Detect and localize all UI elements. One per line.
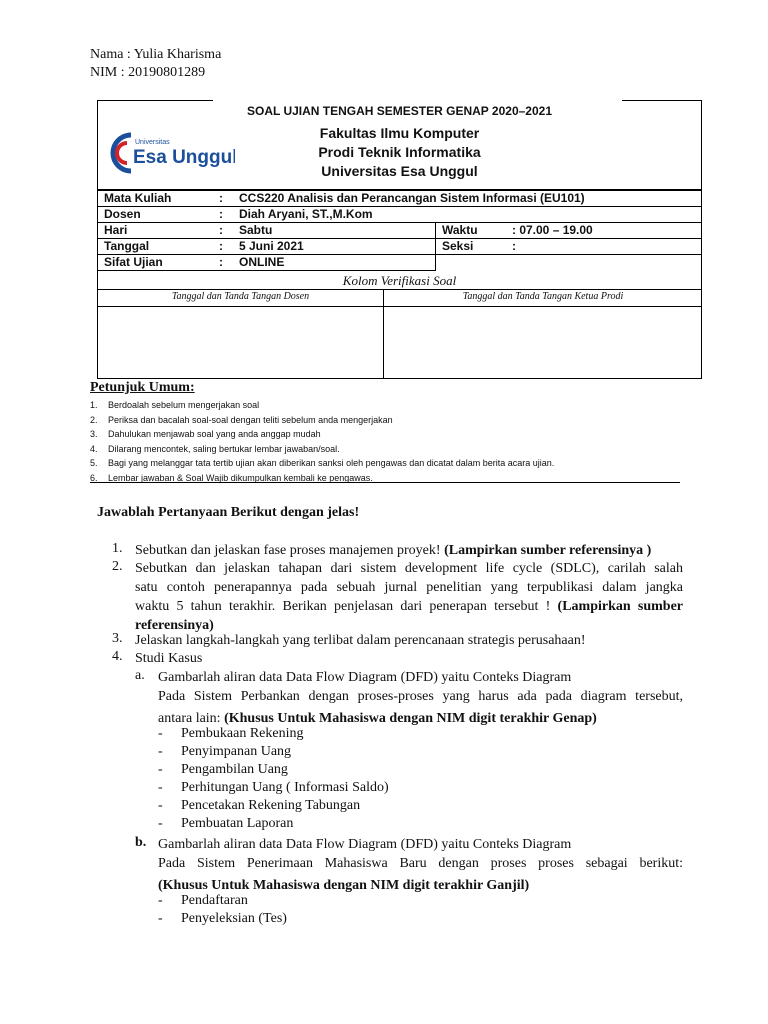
program-name: Prodi Teknik Informatika [318, 144, 481, 160]
list-item: Pendaftaran [181, 893, 248, 908]
exam-info-table [97, 190, 702, 271]
waktu-value: : 07.00 – 19.00 [506, 223, 702, 239]
row-sifat-ujian: Sifat Ujian : ONLINE [98, 255, 702, 271]
list-item: 4. Dilarang mencontek, saling bertukar lembar jawaban/soal. [90, 443, 340, 454]
list-item: 6. Lembar jawaban & Soal Wajib dikumpulkan kembali ke pengawas. [90, 472, 373, 483]
question-4: Studi Kasus [135, 651, 203, 666]
question-1: Sebutkan dan jelaskan fase proses manajemen proyek! (Lampirkan sumber referensinya ) [135, 543, 652, 558]
list-item: Penyimpanan Uang [181, 744, 292, 759]
tanggal-value: 5 Juni 2021 [233, 239, 436, 255]
list-item: 1. Berdoalah sebelum mengerjakan soal [90, 400, 260, 410]
hari-value: Sabtu [233, 223, 436, 239]
list-item: Pengambilan Uang [181, 762, 288, 777]
question-4b: Gambarlah aliran data Data Flow Diagram (DFD) yaitu Conteks Diagram Pada Sistem Penerimaan Mahasiswa Baru dengan proses proses sebagai berikut: (Khusus Untuk Mahasiswa dengan NIM digit terakhir Ganjil) [158, 837, 683, 893]
petunjuk-list [90, 398, 554, 485]
seksi-label: Seksi [436, 239, 507, 255]
sifat-label: Sifat Ujian [98, 255, 214, 271]
exam-header-box [97, 100, 702, 190]
petunjuk-title: Petunjuk Umum: [90, 380, 195, 395]
question-2: Sebutkan dan jelaskan tahapan dari sistem development life cycle (SDLC), carilah salah satu contoh penerapannya pada sebuah jurnal penelitian yang terpublikasi dalam jangka waktu 5 tahun terakhir. Berikan penjelasan dari penerapan tersebut ! (Lampirkan sumber referensinya) [135, 561, 683, 633]
student-identity [90, 46, 221, 82]
student-nim: NIM : 20190801289 [90, 65, 206, 80]
list-item: Pencetakan Rekening Tabungan [181, 798, 361, 813]
university-logo [105, 129, 235, 175]
student-name: Nama : Yulia Kharisma [90, 47, 222, 62]
tanggal-label: Tanggal [98, 239, 214, 255]
faculty-name: Fakultas Ilmu Komputer [319, 125, 480, 141]
list-item: Pembuatan Laporan [181, 816, 294, 831]
university-name: Universitas Esa Unggul [321, 163, 478, 179]
list-item: Perhitungan Uang ( Informasi Saldo) [181, 780, 389, 795]
dosen-signature-label: Tanggal dan Tanda Tangan Dosen [171, 291, 310, 302]
list-item: 3. Dahulukan menjawab soal yang anda anggap mudah [90, 429, 321, 439]
list-item: 2. Periksa dan bacalah soal-soal dengan teliti sebelum anda mengerjakan [90, 414, 393, 425]
kaprodi-signature-label: Tanggal dan Tanda Tangan Ketua Prodi [462, 291, 624, 302]
seksi-value: : [506, 239, 702, 255]
row-dosen: Dosen : Diah Aryani, ST.,M.Kom [98, 207, 702, 223]
verification-title: Kolom Verifikasi Soal [342, 273, 457, 288]
row-hari: Hari : Sabtu Waktu : 07.00 – 19.00 [98, 223, 702, 239]
question-4a: Gambarlah aliran data Data Flow Diagram (DFD) yaitu Conteks Diagram Pada Sistem Perbankan dengan proses-proses yang harus ada pada diagram tersebut, antara lain: (Khusus Untuk Mahasiswa dengan NIM digit terakhir Genap) [158, 670, 683, 726]
list-item: Pembukaan Rekening [181, 726, 304, 741]
list-item: 5. Bagi yang melanggar tata tertib ujian akan diberikan sanksi oleh pengawas dan dicatat dalam berita acara ujian. [90, 458, 555, 468]
logo-main-text: Esa Unggul [133, 147, 235, 168]
row-tanggal: Tanggal : 5 Juni 2021 Seksi : [98, 239, 702, 255]
dosen-label: Dosen [98, 207, 214, 223]
questions-heading: Jawablah Pertanyaan Berikut dengan jelas! [97, 505, 360, 520]
waktu-label: Waktu [436, 223, 507, 239]
divider [90, 482, 680, 483]
sifat-value: ONLINE [233, 255, 436, 271]
exam-title: SOAL UJIAN TENGAH SEMESTER GENAP 2020–2021 [247, 104, 552, 118]
dosen-value: Diah Aryani, ST.,M.Kom [233, 207, 702, 223]
mata-kuliah-value: CCS220 Analisis dan Perancangan Sistem Informasi (EU101) [233, 191, 702, 207]
verification-box [97, 271, 702, 379]
hari-label: Hari [98, 223, 214, 239]
mata-kuliah-label: Mata Kuliah [98, 191, 214, 207]
row-mata-kuliah: Mata Kuliah : CCS220 Analisis dan Perancangan Sistem Informasi (EU101) [98, 191, 702, 207]
logo-small-text: Universitas [135, 139, 170, 146]
question-3: Jelaskan langkah-langkah yang terlibat dalam perencanaan strategis perusahaan! [135, 633, 586, 648]
list-item: Penyeleksian (Tes) [181, 911, 287, 926]
